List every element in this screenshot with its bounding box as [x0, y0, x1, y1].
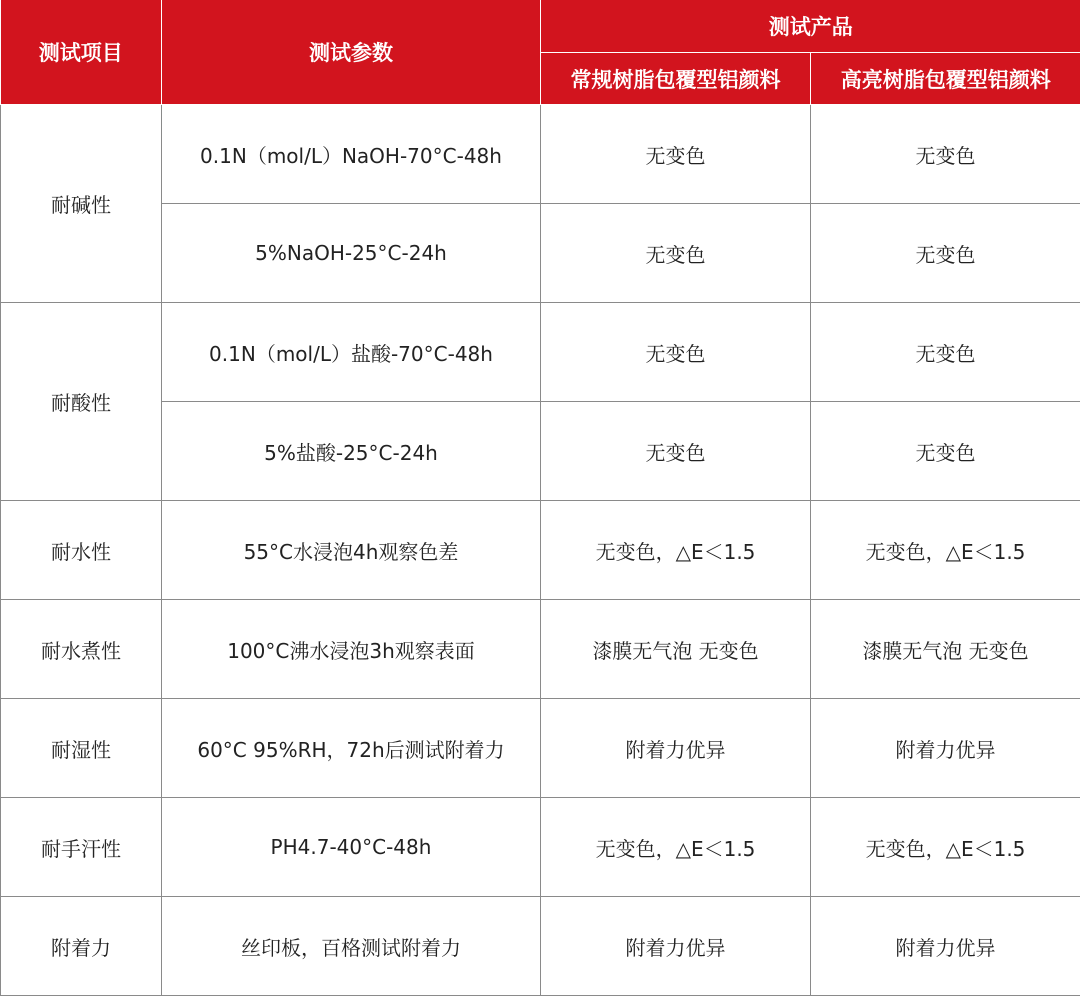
table-row — [1, 600, 1080, 699]
row-item-cell: 耐碱性 — [1, 105, 162, 303]
row-item-cell: 耐湿性 — [1, 699, 162, 798]
row-param-cell: 0.1N（mol/L）盐酸-70°C-48h — [162, 303, 541, 402]
table-row — [1, 897, 1080, 996]
row-item-cell: 耐水性 — [1, 501, 162, 600]
table-row — [1, 402, 1080, 501]
row-param-cell: 55°C水浸泡4h观察色差 — [162, 501, 541, 600]
row-result-b-cell: 无变色 — [811, 105, 1080, 204]
row-item-cell: 耐手汗性 — [1, 798, 162, 897]
row-param-cell: 100°C沸水浸泡3h观察表面 — [162, 600, 541, 699]
row-param-cell: 5%盐酸-25°C-24h — [162, 402, 541, 501]
row-result-b-cell: 无变色，△E＜1.5 — [811, 501, 1080, 600]
table-row — [1, 105, 1080, 204]
header-product-b: 高亮树脂包覆型铝颜料 — [811, 53, 1080, 105]
row-result-a-cell: 无变色 — [541, 204, 811, 303]
row-param-cell: 丝印板，百格测试附着力 — [162, 897, 541, 996]
row-param-cell: 60°C 95%RH，72h后测试附着力 — [162, 699, 541, 798]
table-row — [1, 699, 1080, 798]
row-result-a-cell: 附着力优异 — [541, 897, 811, 996]
header-test-item: 测试项目 — [1, 0, 162, 105]
row-result-b-cell: 无变色 — [811, 303, 1080, 402]
row-item-cell: 耐水煮性 — [1, 600, 162, 699]
row-result-b-cell: 漆膜无气泡 无变色 — [811, 600, 1080, 699]
row-result-a-cell: 无变色 — [541, 105, 811, 204]
row-item-cell: 耐酸性 — [1, 303, 162, 501]
row-result-a-cell: 无变色，△E＜1.5 — [541, 501, 811, 600]
row-result-b-cell: 无变色，△E＜1.5 — [811, 798, 1080, 897]
row-result-b-cell: 附着力优异 — [811, 897, 1080, 996]
row-result-a-cell: 漆膜无气泡 无变色 — [541, 600, 811, 699]
row-result-b-cell: 无变色 — [811, 402, 1080, 501]
row-result-b-cell: 无变色 — [811, 204, 1080, 303]
header-test-product: 测试产品 — [541, 0, 1080, 53]
table-row — [1, 501, 1080, 600]
row-result-b-cell: 附着力优异 — [811, 699, 1080, 798]
row-param-cell: 5%NaOH-25°C-24h — [162, 204, 541, 303]
header-product-a: 常规树脂包覆型铝颜料 — [541, 53, 811, 105]
table-row — [1, 798, 1080, 897]
row-result-a-cell: 附着力优异 — [541, 699, 811, 798]
row-result-a-cell: 无变色 — [541, 303, 811, 402]
table-row — [1, 204, 1080, 303]
row-param-cell: 0.1N（mol/L）NaOH-70°C-48h — [162, 105, 541, 204]
row-result-a-cell: 无变色 — [541, 402, 811, 501]
table-row — [1, 303, 1080, 402]
row-item-cell: 附着力 — [1, 897, 162, 996]
row-result-a-cell: 无变色，△E＜1.5 — [541, 798, 811, 897]
header-test-parameter: 测试参数 — [162, 0, 541, 105]
row-param-cell: PH4.7-40°C-48h — [162, 798, 541, 897]
